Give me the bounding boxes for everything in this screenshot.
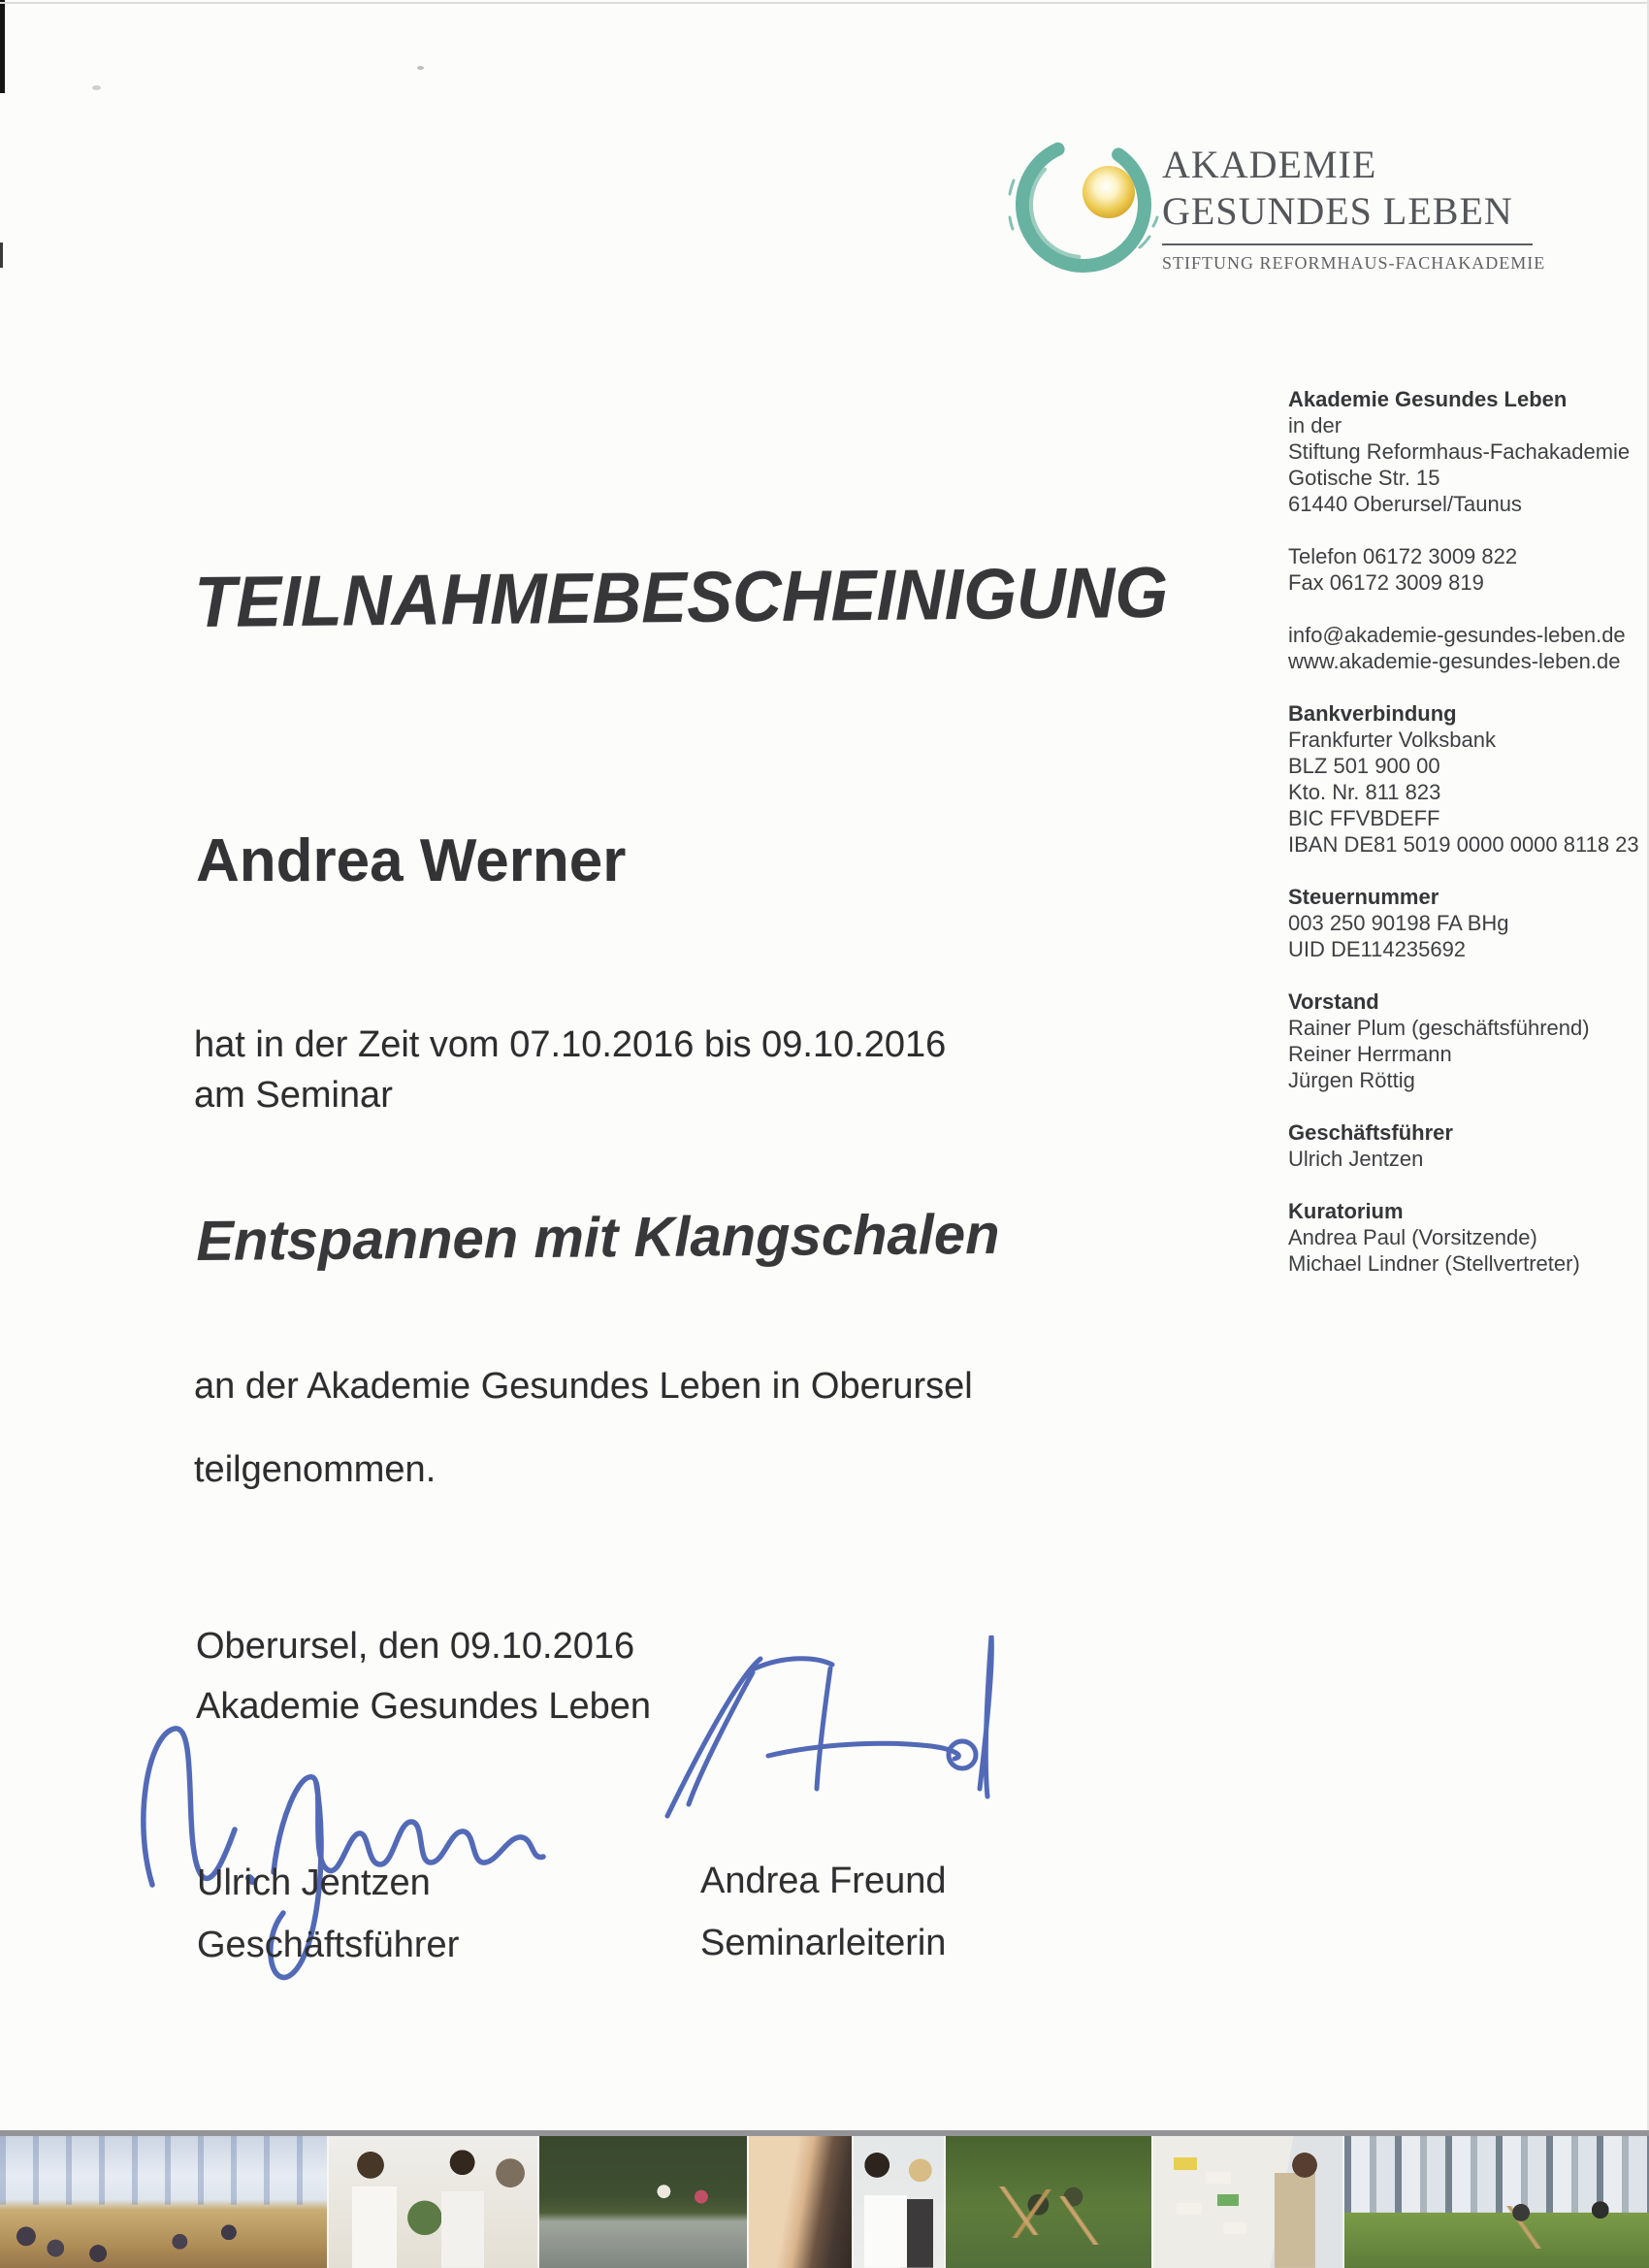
sidebar-block-line: 003 250 90198 FA BHg: [1288, 911, 1509, 935]
photo-seminar-hall: [0, 2136, 329, 2268]
signatory-name: Andrea Freund: [700, 1861, 947, 1901]
sidebar-block-title: Steuernummer: [1288, 885, 1439, 909]
sidebar-block-line: Frankfurter Volksbank: [1288, 728, 1496, 752]
sidebar-block-line: Stiftung Reformhaus-Fachakademie: [1288, 439, 1631, 464]
sidebar-block-line: BIC FFVBDEFF: [1288, 806, 1440, 830]
academy-logo-icon: [1004, 113, 1179, 297]
logo-subtitle: STIFTUNG REFORMHAUS-FACHAKADEMIE: [1162, 253, 1546, 273]
footer-photo-strip: [0, 2130, 1649, 2268]
photo-deckchairs-meadow: [946, 2136, 1153, 2268]
logo-title-line2: GESUNDES LEBEN: [1162, 189, 1513, 233]
sidebar-block-line: UID DE114235692: [1288, 937, 1467, 961]
body-line-1: hat in der Zeit vom 07.10.2016 bis 09.10.2016: [194, 1024, 947, 1065]
sidebar-block-line: Gotische Str. 15: [1288, 466, 1440, 490]
participant-name: Andrea Werner: [196, 827, 627, 894]
sidebar-block-line: Reiner Herrmann: [1288, 1042, 1452, 1066]
sidebar-block-line: in der: [1288, 413, 1342, 437]
sidebar-block: [1288, 386, 1639, 517]
photo-portrait-woman: [749, 2136, 854, 2268]
sidebar-block-title: Geschäftsführer: [1288, 1120, 1453, 1145]
sidebar-block-line: info@akademie-gesundes-leben.de: [1288, 623, 1626, 647]
body-line-2: am Seminar: [194, 1075, 393, 1116]
sidebar-block-line: 61440 Oberursel/Taunus: [1288, 492, 1522, 516]
seminar-title: Entspannen mit Klangschalen: [196, 1202, 1000, 1273]
sidebar-block-line: IBAN DE81 5019 0000 0000 8118 23: [1288, 832, 1639, 857]
photo-academy-building-lawn: [1344, 2136, 1649, 2268]
logo-divider: [1162, 243, 1533, 245]
sidebar-block: [1288, 988, 1639, 1093]
photo-garden-walk: [539, 2136, 749, 2268]
sidebar-block-line: Andrea Paul (Vorsitzende): [1288, 1225, 1537, 1249]
scan-speck: [417, 66, 424, 70]
sidebar-block: [1288, 622, 1639, 674]
closing-line-1: an der Akademie Gesundes Leben in Oberursel: [194, 1366, 973, 1407]
logo-wordmark: [1162, 142, 1545, 274]
signature-andrea-freund: [652, 1626, 1001, 1849]
sidebar-block: [1288, 700, 1639, 858]
sidebar-block-title: Vorstand: [1288, 989, 1379, 1014]
sidebar-block-line: Kto. Nr. 811 823: [1288, 780, 1441, 804]
sidebar-block-title: Bankverbindung: [1288, 701, 1457, 726]
logo-title-line1: AKADEMIE: [1162, 143, 1377, 186]
sidebar-block-line: Michael Lindner (Stellvertreter): [1288, 1251, 1580, 1276]
place-date: Oberursel, den 09.10.2016: [196, 1626, 635, 1667]
sidebar-block-line: Telefon 06172 3009 822: [1288, 544, 1518, 568]
sidebar-block-line: BLZ 501 900 00: [1288, 754, 1440, 778]
photo-seminar-participants: [854, 2136, 946, 2268]
sidebar-block-line: Ulrich Jentzen: [1288, 1147, 1424, 1171]
scan-edge-artifact: [0, 0, 5, 93]
sidebar-block-title: Kuratorium: [1288, 1199, 1404, 1223]
sidebar-block: [1288, 543, 1639, 596]
photo-pinboard-presentation: [1153, 2136, 1344, 2268]
sun-icon: [1083, 166, 1135, 218]
signatory-name: Ulrich Jentzen: [197, 1863, 431, 1903]
issuer-name: Akademie Gesundes Leben: [196, 1686, 651, 1727]
photo-cooking-workshop: [329, 2136, 539, 2268]
scan-speck: [92, 85, 101, 90]
certificate-heading: TEILNAHMEBESCHEINIGUNG: [194, 551, 1169, 642]
signatory-role: Seminarleiterin: [700, 1923, 947, 1963]
sidebar-block-line: Jürgen Röttig: [1288, 1068, 1415, 1092]
closing-line-2: teilgenommen.: [194, 1449, 436, 1490]
info-sidebar: [1288, 386, 1639, 1303]
signatory-role: Geschäftsführer: [197, 1925, 460, 1965]
sidebar-block-title: Akademie Gesundes Leben: [1288, 387, 1568, 411]
sidebar-block-line: Fax 06172 3009 819: [1288, 570, 1484, 595]
sidebar-block-line: www.akademie-gesundes-leben.de: [1288, 649, 1621, 673]
sidebar-block: [1288, 884, 1639, 962]
scan-edge-line: [0, 2, 1649, 4]
sidebar-block: [1288, 1119, 1639, 1172]
sidebar-block: [1288, 1198, 1639, 1277]
scan-edge-artifact: [0, 243, 3, 268]
sidebar-block-line: Rainer Plum (geschäftsführend): [1288, 1016, 1590, 1040]
